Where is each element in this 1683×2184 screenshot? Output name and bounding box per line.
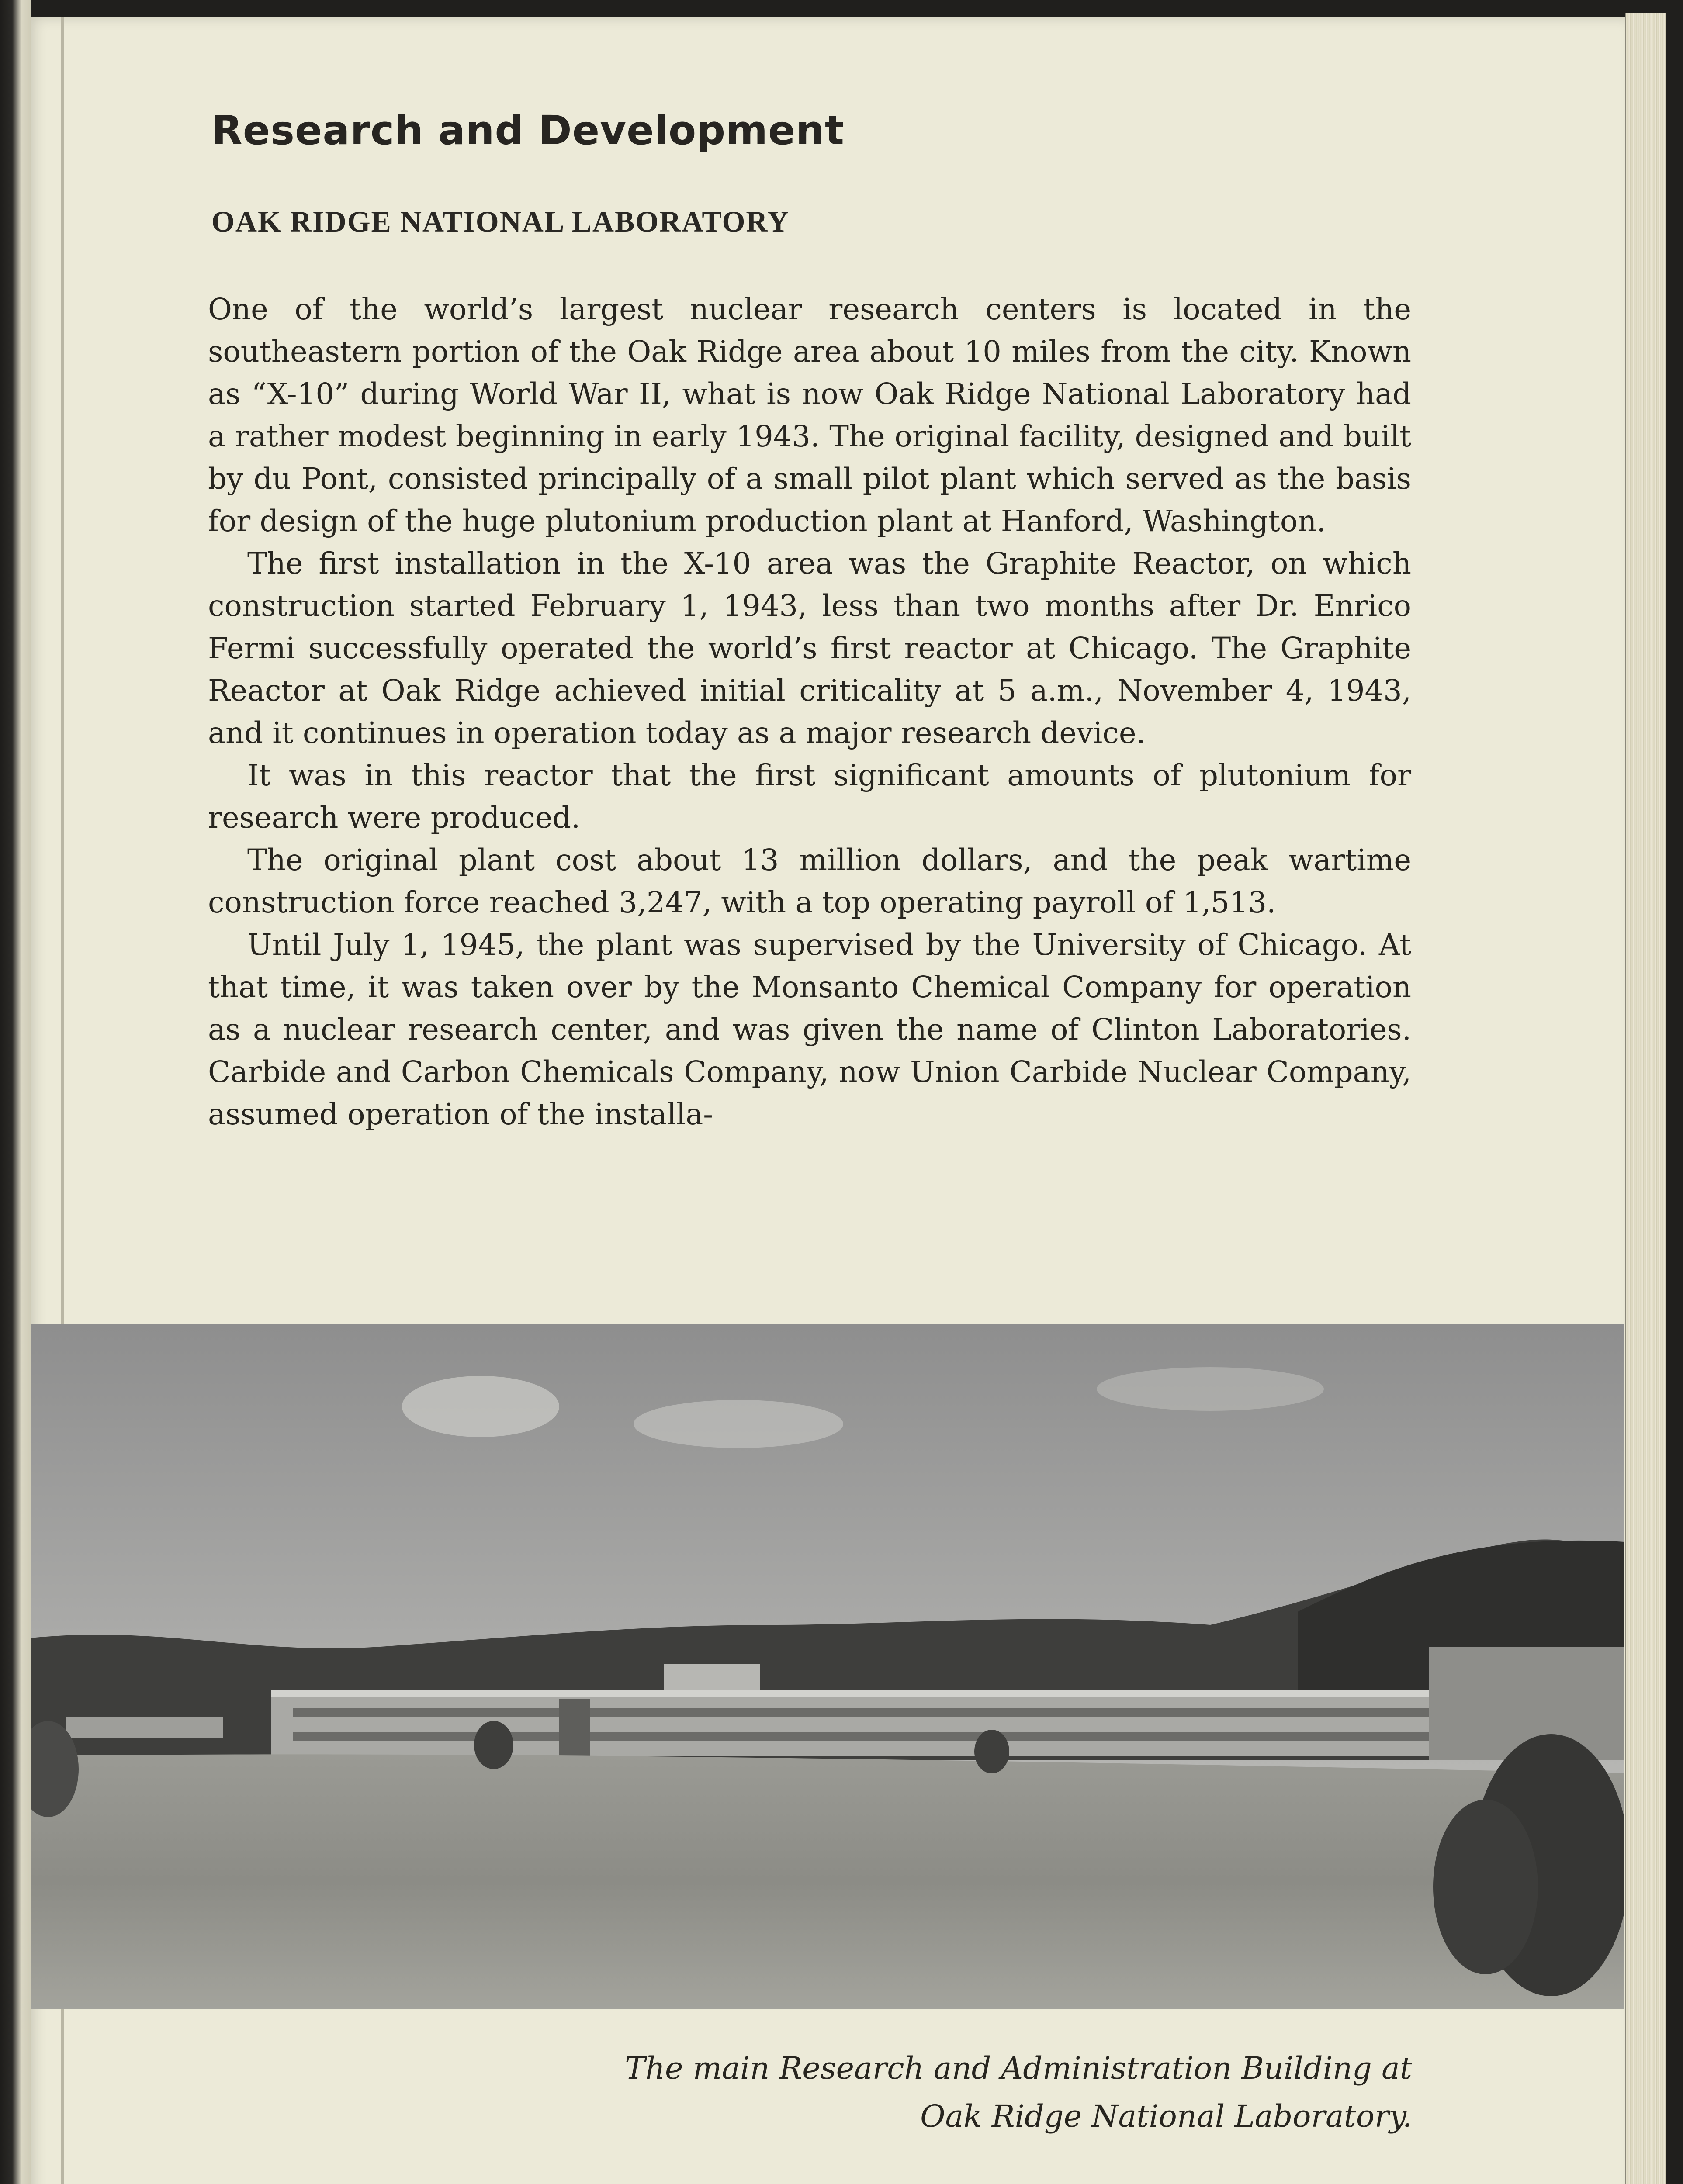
- paragraph: It was in this reactor that the first significant amounts of plutonium for research were produced.: [208, 758, 1411, 835]
- window-band: [293, 1708, 1429, 1717]
- paragraph: One of the world’s largest nuclear research centers is located in the southeastern portion of the Oak Ridge area about 10 miles from the city. Known as “X-10” during World War II, what is now Oak Ridge National Laboratory had a rather modest beginning in early 1943. The original facility, designed and built by du Pont, consisted principally of a small pilot plant which served as the basis for design of the huge plutonium production plant at Hanford, Washington.: [208, 292, 1411, 538]
- paragraph: Until July 1, 1945, the plant was supervised by the University of Chicago. At that time, it was taken over by the Monsanto Chemical Company for operation as a nuclear research center, and was given the name of Clinton Laboratories. Carbide and Carbon Chemicals Company, now Union Carbide Nuclear Company, assumed operation of the installa-: [208, 928, 1411, 1131]
- page-heading: Research and Development: [211, 107, 845, 154]
- body-text: [208, 288, 1411, 1136]
- photo-caption: [364, 2044, 1412, 2140]
- caption-line: The main Research and Administration Building at: [625, 2050, 1412, 2086]
- tree: [474, 1721, 513, 1769]
- page-edges: [1625, 13, 1666, 2184]
- building-entrance: [559, 1699, 590, 1756]
- research-building: [271, 1690, 1451, 1756]
- building-roofline: [271, 1690, 1451, 1697]
- cloud: [402, 1376, 559, 1437]
- section-subheading: OAK RIDGE NATIONAL LABORATORY: [211, 205, 790, 238]
- window-band: [293, 1732, 1429, 1741]
- caption-line: Oak Ridge National Laboratory.: [920, 2098, 1412, 2134]
- cloud: [1097, 1367, 1324, 1411]
- book-spine: [0, 0, 31, 2184]
- low-building: [66, 1717, 223, 1738]
- lawn: [31, 1754, 1624, 2009]
- willow-tree: [1433, 1800, 1538, 1974]
- cloud: [634, 1400, 843, 1448]
- paragraph: The original plant cost about 13 million dollars, and the peak wartime construction force reached 3,247, with a top operating payroll of 1,513.: [208, 843, 1411, 919]
- laboratory-photo: [31, 1324, 1624, 2009]
- paragraph: The first installation in the X-10 area was the Graphite Reactor, on which construction started February 1, 1943, less than two months after Dr. Enrico Fermi successfully operated the world’s first reactor at Chicago. The Graphite Reactor at Oak Ridge achieved initial criticality at 5 a.m., November 4, 1943, and it continues in operation today as a major research device.: [208, 546, 1411, 750]
- tree: [974, 1730, 1009, 1773]
